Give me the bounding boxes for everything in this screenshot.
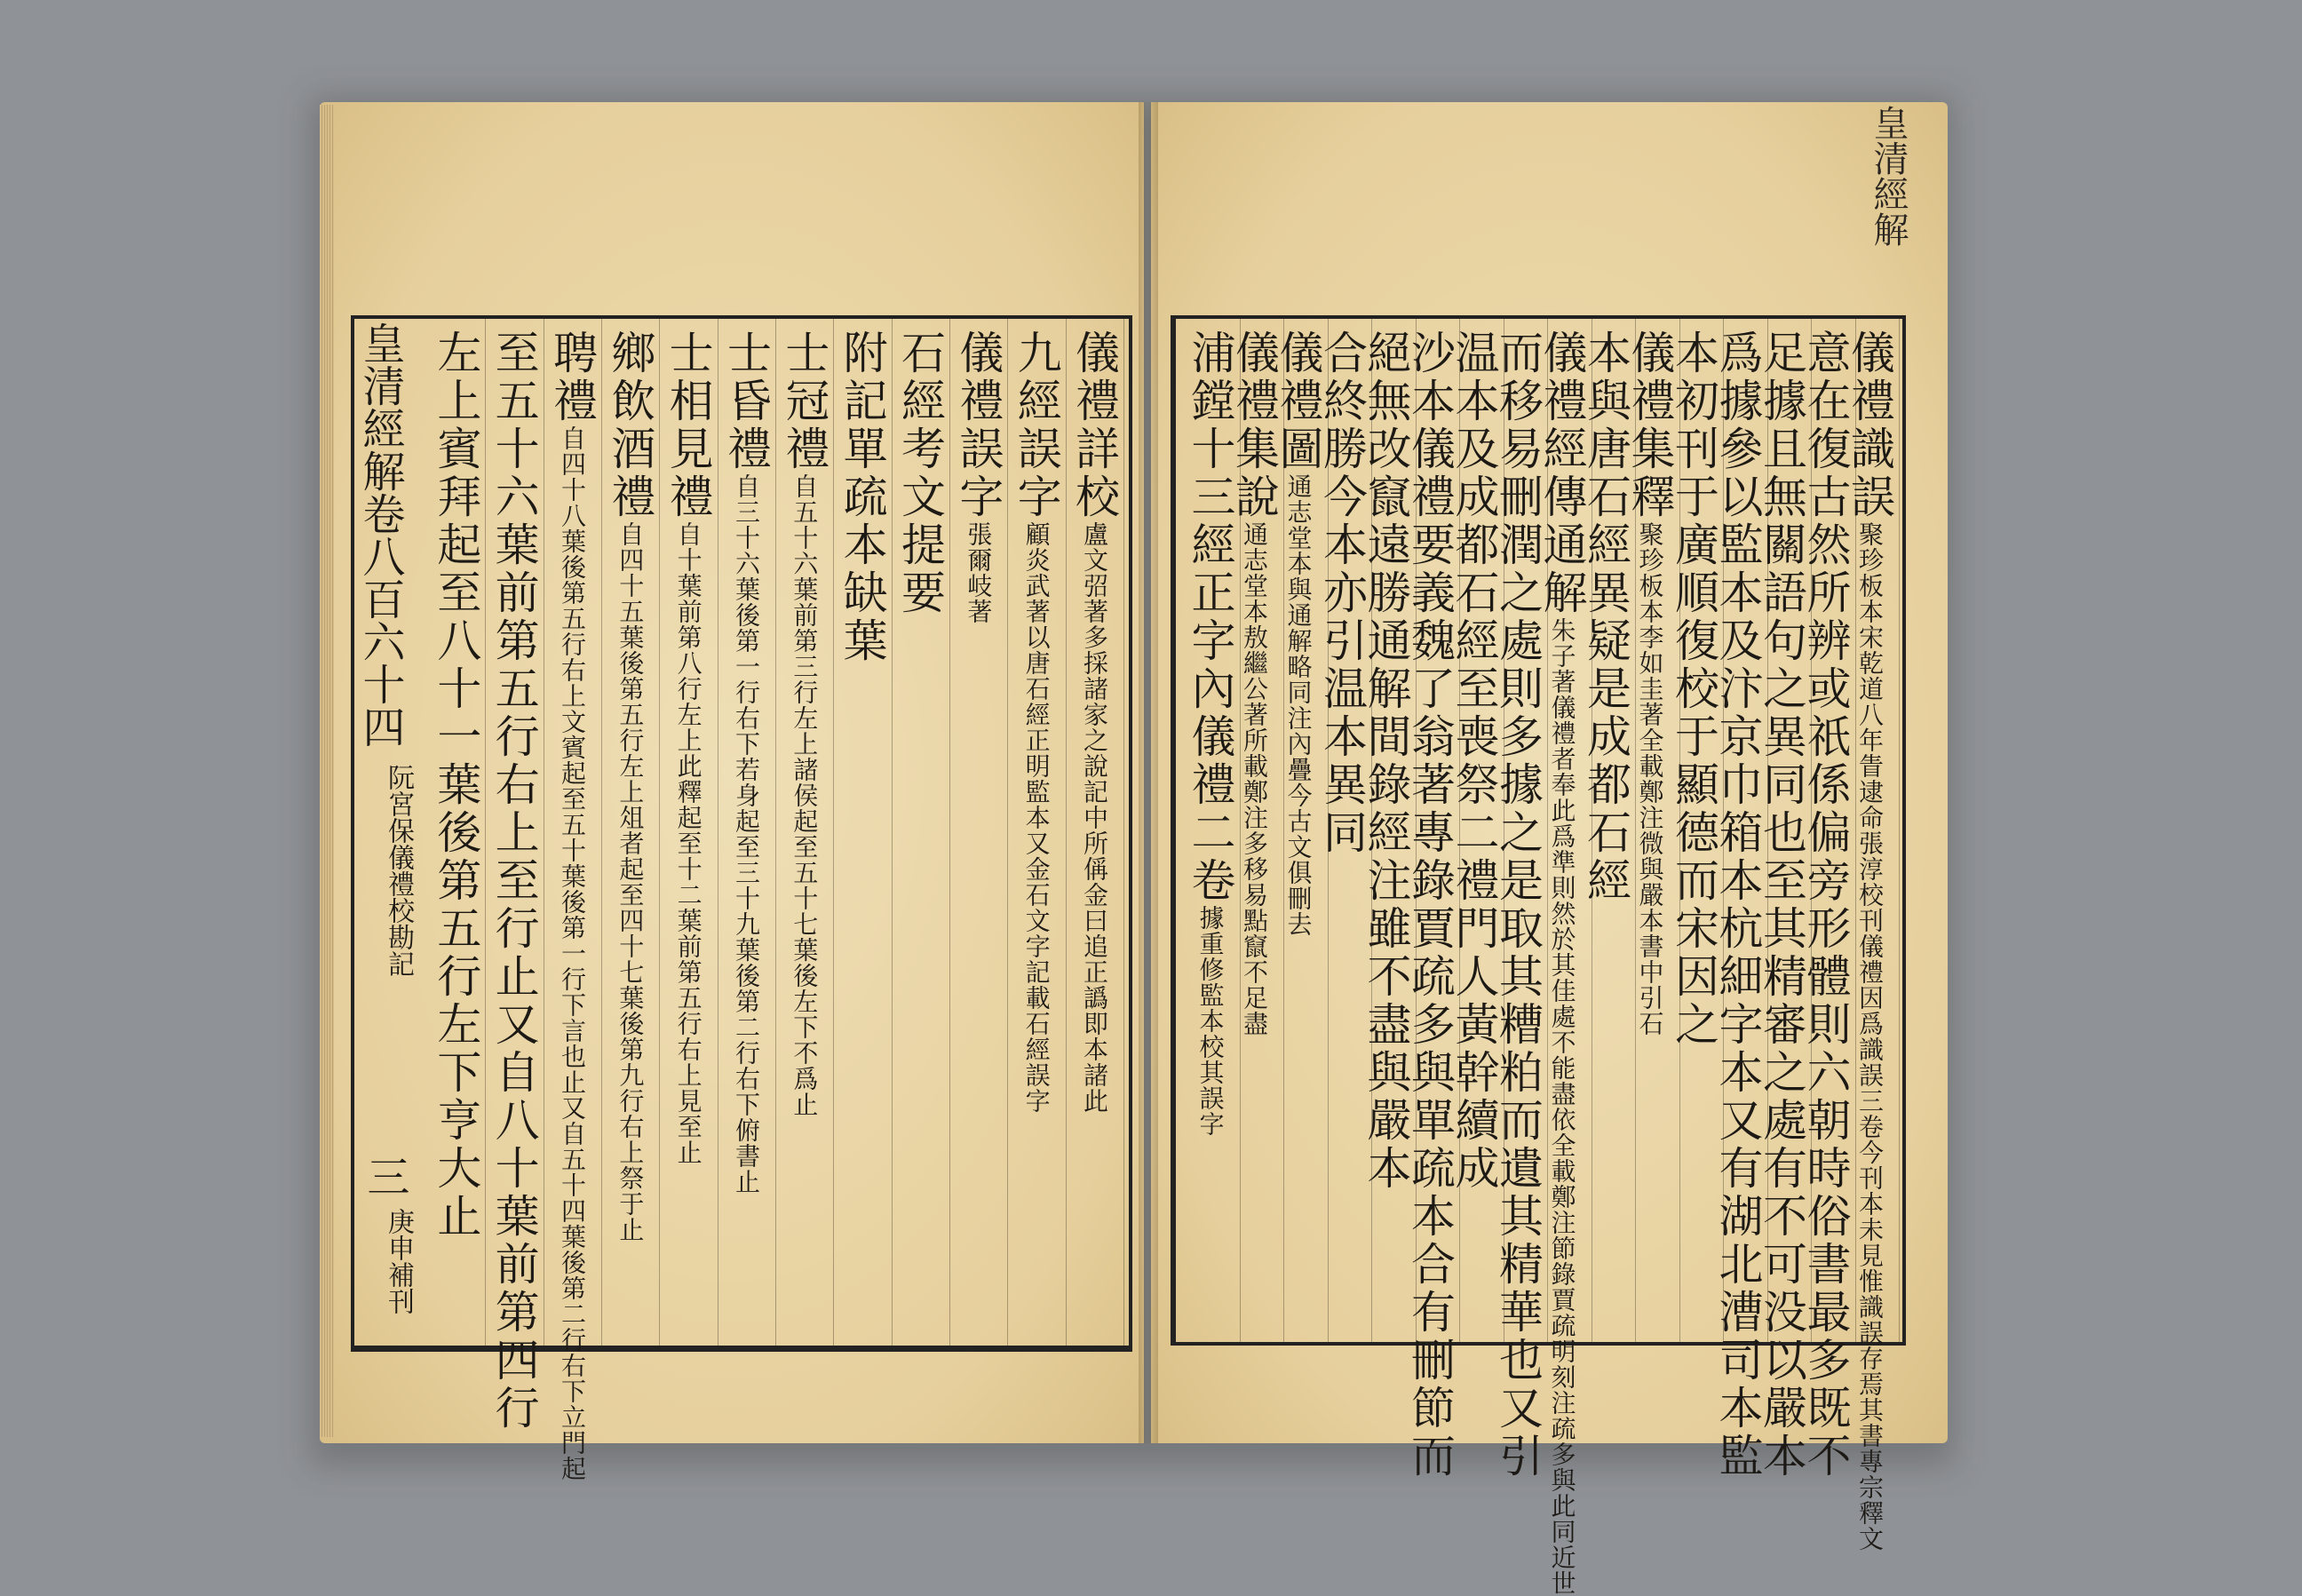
text-column (1536, 330, 1588, 1596)
text-column (1492, 330, 1544, 1481)
column-rule (1007, 319, 1008, 1346)
left-margin-subtitle: 阮宮保儀禮校勘記 (383, 764, 414, 977)
column-rule (1283, 319, 1284, 1342)
column-annotation: 絕無改竄遠勝通解間錄經注雖不盡與嚴本 (1360, 330, 1412, 1193)
column-rule (1811, 319, 1812, 1342)
text-column (1272, 330, 1324, 937)
column-annotation: 自四十五葉後第五行左上俎者起至四十七葉後第九行右上祭于止 (615, 521, 646, 1243)
column-heading: 鄉飲酒禮 (604, 330, 656, 521)
column-rule (659, 319, 660, 1346)
text-column (663, 330, 713, 1165)
text-column (488, 330, 539, 1433)
column-heading: 浦鏜十三經正字內儀禮二卷 (1184, 330, 1236, 905)
column-heading: 聘禮 (545, 330, 598, 425)
column-rule (775, 319, 776, 1346)
column-annotation: 通志堂本與通解略同注內疊今古文俱刪去 (1283, 473, 1314, 937)
column-annotation: 顧炎武著以唐石經正明監本又金石文字記載石經誤字 (1021, 521, 1052, 1114)
left-margin-title: 皇清經解卷八百六十四 (355, 322, 405, 748)
text-column (1316, 330, 1369, 857)
column-annotation: 自三十六葉後第一行右下若身起至三十九葉後第二行右下俯書止 (731, 473, 761, 1195)
text-column (547, 330, 598, 1481)
text-column (1011, 330, 1061, 1114)
column-rule (892, 319, 893, 1346)
column-annotation: 足據且無關語句之異同也至其精審之處有不可没以嚴本 (1756, 330, 1807, 1481)
column-heading: 儀禮識誤 (1844, 330, 1895, 521)
column-rule (1371, 319, 1372, 1342)
column-rule (1899, 319, 1900, 1342)
text-column (1360, 330, 1412, 1193)
column-heading: 儀禮經傳通解 (1536, 330, 1588, 617)
text-column (895, 330, 946, 617)
column-rule (1459, 319, 1460, 1342)
text-column (1844, 330, 1896, 1552)
column-rule (485, 319, 486, 1346)
column-heading: 士冠禮 (778, 330, 830, 473)
column-heading: 儀禮集說 (1228, 330, 1280, 521)
column-annotation: 意在復古然所辨或祇係偏旁形體則六朝時俗書最多既不 (1799, 330, 1852, 1481)
column-annotation: 自十葉前第八行左上此釋起至十二葉前第五行右上見至止 (673, 521, 703, 1165)
text-column (1623, 330, 1676, 1036)
column-annotation: 聚珍板本宋乾道八年眚逮命張淳校刊儀禮因爲識誤三卷今刊本未見惟識誤存焉其書專宗釋文 (1855, 521, 1885, 1552)
right-margin-title: 皇清經解 (1868, 105, 1909, 247)
column-annotation: 朱子著儀禮者奉此爲準則然於其佳處不能盡依全載鄭注節錄賈疏明刻注疏多與此同近世 (1547, 617, 1577, 1596)
column-rule (1123, 319, 1124, 1346)
text-column (1711, 330, 1764, 1481)
column-rule (1240, 319, 1241, 1342)
column-heading: 士昏禮 (719, 330, 772, 473)
right-text-frame (1171, 315, 1906, 1596)
column-annotation: 爲據參以監本及汴京巾箱本杭細字本又有湖北漕司本監 (1711, 330, 1764, 1481)
left-margin-edition: 庚申補刊 (383, 1208, 414, 1314)
column-rule (949, 319, 950, 1346)
column-annotation: 聚珍板本李如圭著全載鄭注微與嚴本書中引石 (1635, 521, 1665, 1036)
column-annotation: 至五十六葉前第五行右上至行止又自八十葉前第四行 (488, 330, 540, 1433)
column-annotation: 左上賓拜起至八十一葉後第五行左下亨大止 (430, 330, 482, 1241)
column-rule (1767, 319, 1768, 1342)
column-heading: 士相見禮 (662, 330, 714, 521)
text-column (1069, 330, 1120, 1114)
text-column (1448, 330, 1500, 1193)
text-column (1228, 330, 1281, 1036)
text-column (431, 330, 481, 1241)
column-annotation: 張爾岐著 (964, 521, 994, 624)
text-column (605, 330, 655, 1243)
column-rule (833, 319, 834, 1346)
column-rule (1679, 319, 1680, 1342)
text-column (1668, 330, 1720, 1049)
column-rule (1723, 319, 1724, 1342)
column-annotation: 通志堂本敖繼公著所載鄭注多移易點竄不足盡 (1240, 521, 1269, 1036)
column-rule (1855, 319, 1856, 1342)
column-annotation: 盧文弨著多採諸家之說記中所偁金曰追正譌即本諸此 (1079, 521, 1109, 1114)
left-text-frame (351, 315, 1132, 1481)
column-annotation: 本初刊于廣順復校于顯德而宋因之 (1668, 330, 1719, 1049)
page-edges (320, 105, 334, 1437)
text-column (1756, 330, 1808, 1481)
column-rule (1635, 319, 1636, 1342)
column-heading: 儀禮集釋 (1623, 330, 1676, 521)
column-annotation: 合終勝今本亦引温本異同 (1316, 330, 1368, 857)
column-heading: 石經考文提要 (893, 330, 946, 617)
column-heading: 附記單疏本缺葉 (836, 330, 888, 665)
book-gutter (1139, 102, 1158, 1443)
column-rule (601, 319, 602, 1346)
column-annotation: 自四十八葉後第五行右上文賓起至五十葉後第一行下言也止又自五十四葉後第二行右下立門起 (557, 425, 587, 1481)
column-heading: 儀禮詳校 (1068, 330, 1120, 521)
column-annotation: 據重修監本校其誤字 (1195, 905, 1226, 1137)
column-rule (1066, 319, 1067, 1346)
text-column (953, 330, 1004, 624)
left-margin-page-number: 三 (360, 1155, 409, 1197)
column-annotation: 沙本儀禮要義魏了翁著專錄賈疏多與單疏本合有刪節而 (1404, 330, 1456, 1481)
column-rule (1416, 319, 1417, 1342)
column-annotation: 自五十六葉前第三行左上諸侯起至五十七葉後左下不爲止 (790, 473, 820, 1117)
text-column (721, 330, 772, 1195)
column-annotation: 本與唐石經異疑是成都石經 (1580, 330, 1631, 905)
column-rule (1328, 319, 1329, 1342)
column-rule (1547, 319, 1548, 1342)
text-column (1580, 330, 1632, 905)
text-column (1184, 330, 1236, 1137)
column-heading: 九經誤字 (1010, 330, 1062, 521)
text-column (779, 330, 830, 1117)
column-annotation: 而移易刪潤之處則多據之是取其糟粕而遺其精華也又引 (1492, 330, 1544, 1481)
column-annotation: 温本及成都石經至喪祭二禮門人黃幹續成 (1448, 330, 1500, 1193)
column-heading: 儀禮圖 (1272, 330, 1324, 473)
text-column (837, 330, 887, 665)
column-heading: 儀禮誤字 (952, 330, 1004, 521)
text-column (1799, 330, 1852, 1481)
text-column (1404, 330, 1457, 1481)
